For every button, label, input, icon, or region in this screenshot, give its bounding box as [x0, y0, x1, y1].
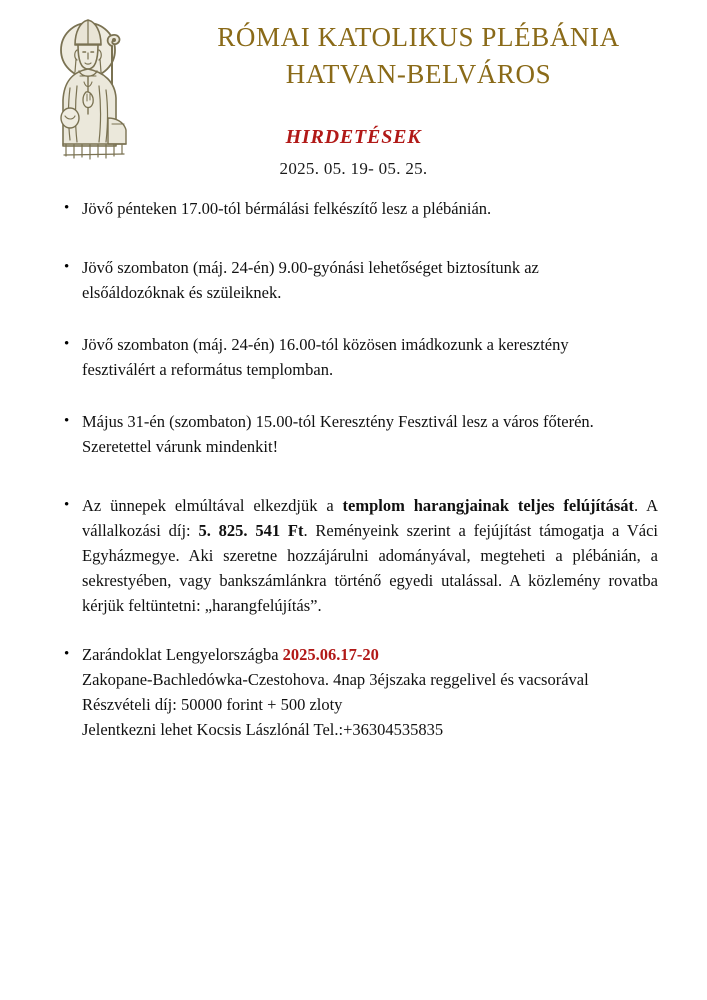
announcement-item-zarandoklat: [0, 642, 707, 742]
announcements-heading: HIRDETÉSEK: [285, 126, 422, 148]
parish-title-line-1: RÓMAI KATOLIKUS PLÉBÁNIA: [217, 22, 620, 52]
spacer: [0, 221, 707, 255]
pilgrimage-line-1: [82, 642, 658, 667]
announcements-list: [0, 196, 707, 742]
announcement-text-line-1: • Május 31-én (szombaton) 15.00-tól Keresztény Fesztivál lesz a város főterén.: [82, 412, 594, 431]
announcement-item-harangfelujitas: [0, 493, 707, 618]
spacer: [0, 305, 707, 332]
announcement-item-bermalasi-felkeszito: [0, 196, 707, 221]
parish-title-line-2: HATVAN-BELVÁROS: [285, 59, 552, 90]
bell-renovation-bold-amount: 5. 825. 541 Ft: [198, 521, 304, 540]
announcement-item-kereszteny-fesztival: [0, 409, 707, 459]
bell-renovation-paragraph: [82, 493, 658, 618]
pilgrimage-date: 2025.06.17-20: [282, 645, 379, 664]
pilgrimage-line-2: Zakopane-Bachledówka-Czestohova. 4nap 3éjszaka reggelivel és vacsorával: [82, 670, 589, 689]
bell-renovation-bold-subject: templom harangjainak teljes felújítását: [342, 496, 634, 515]
bell-renovation-part-3: . Reményeink szerint a fejújítást támogatja a Váci Egyházmegye. Aki szeretne hozzájárulni adományával, megteheti a plébánián, a sekrestyében, vagy bankszámlánkra történő egyedi utalással. A közlemény rovatba kérjük feltüntetni: „harangfelújítás”.: [82, 521, 658, 615]
announcements-content: [0, 196, 707, 742]
document-header: [0, 0, 707, 178]
bell-renovation-part-2: . A vállalkozási díj:: [82, 496, 658, 540]
announcements-date-range: 2025. 05. 19- 05. 25.: [279, 159, 428, 178]
announcement-text-line-2: Szeretettel várunk mindenkit!: [82, 437, 279, 456]
pilgrimage-line-4: Jelentkezni lehet Kocsis Lászlónál Tel.:+36304535835: [82, 720, 444, 739]
announcement-text: • Jövő pénteken 17.00-tól bérmálási felkészítő lesz a plébánián.: [82, 199, 492, 218]
announcement-item-gyonasi-lehetoseg: [0, 255, 707, 305]
announcement-text-line-2: fesztiválért a református templomban.: [82, 360, 334, 379]
pilgrimage-line-1-prefix: Zarándoklat Lengyelországba: [82, 645, 283, 664]
bell-renovation-part-1: Az ünnepek elmúltával elkezdjük a: [82, 496, 343, 515]
announcement-item-kozos-imadkozas: [0, 332, 707, 382]
spacer: [0, 382, 707, 409]
spacer: [0, 459, 707, 493]
announcement-text-line-1: • Jövő szombaton (máj. 24-én) 9.00-gyónási lehetőséget biztosítunk az: [82, 258, 539, 277]
announcement-text-line-1: • Jövő szombaton (máj. 24-én) 16.00-tól közösen imádkozunk a keresztény: [82, 335, 569, 354]
spacer: [0, 618, 707, 642]
parish-title-block: [140, 22, 697, 89]
pilgrimage-line-3: Részvételi díj: 50000 forint + 500 zloty: [82, 695, 343, 714]
announcement-text-line-2: elsőáldozóknak és szüleiknek.: [82, 283, 282, 302]
